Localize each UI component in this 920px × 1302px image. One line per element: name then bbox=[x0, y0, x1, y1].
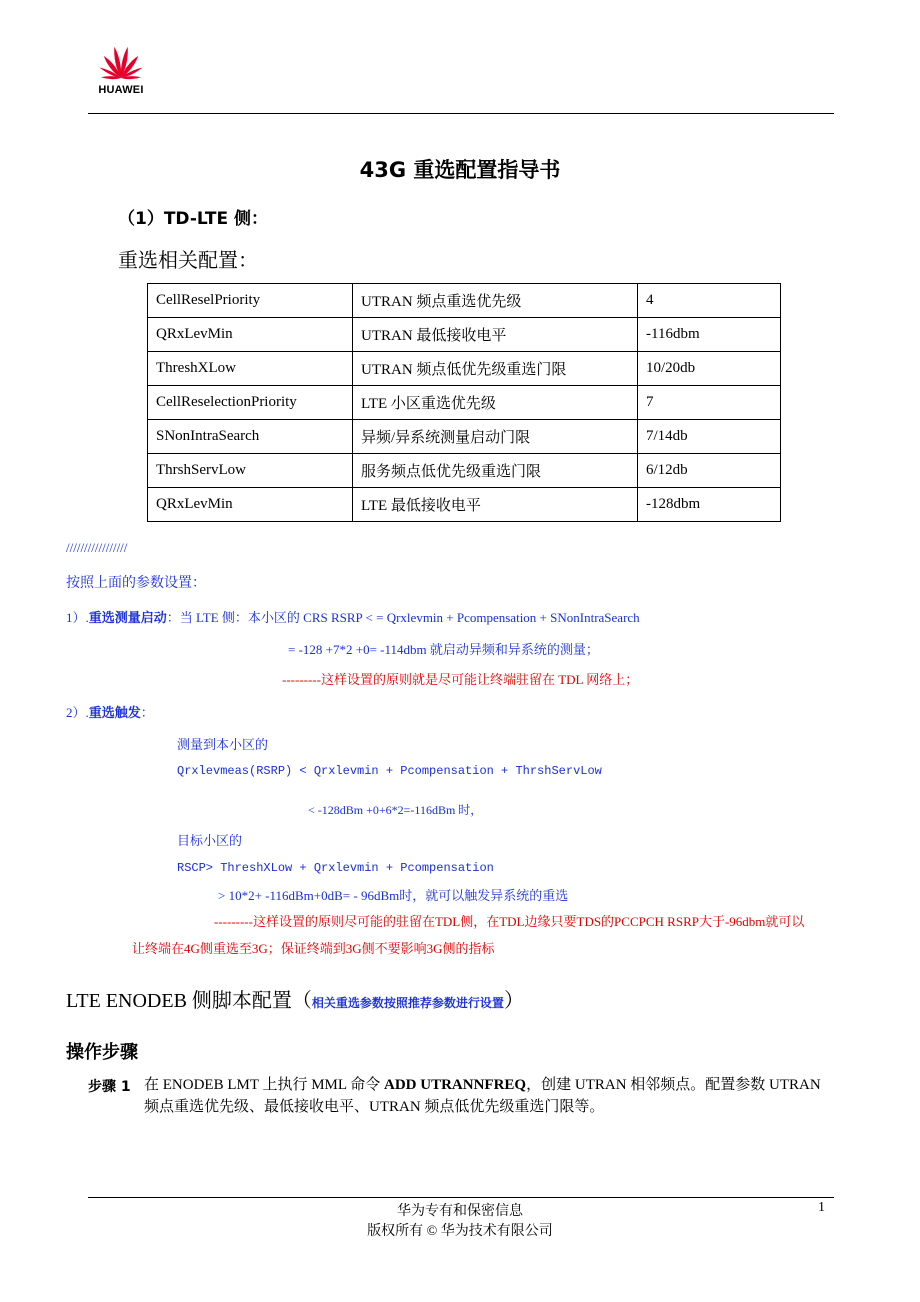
section-subheading: 重选相关配置： bbox=[118, 248, 258, 272]
table-row bbox=[148, 454, 781, 488]
step-label: 步骤 1 bbox=[88, 1079, 131, 1095]
table-row bbox=[148, 386, 781, 420]
lte-heading-close: ） bbox=[503, 990, 524, 1012]
para2-bold: 重选触发 bbox=[88, 706, 141, 721]
param-desc-cell: UTRAN 最低接收电平 bbox=[353, 318, 638, 352]
param-value-cell: -128dbm bbox=[638, 488, 781, 522]
param-value-cell: 4 bbox=[638, 284, 781, 318]
param-name-cell: CellReselPriority bbox=[148, 284, 353, 318]
header-rule bbox=[88, 113, 834, 114]
param-desc-cell: LTE 最低接收电平 bbox=[353, 488, 638, 522]
logo-text: HUAWEI bbox=[98, 84, 144, 96]
page-number: 1 bbox=[818, 1200, 825, 1215]
param-value-cell: 7 bbox=[638, 386, 781, 420]
param-name-cell: ThreshXLow bbox=[148, 352, 353, 386]
table-row bbox=[148, 488, 781, 522]
param-name-cell: ThrshServLow bbox=[148, 454, 353, 488]
param-name-cell: QRxLevMin bbox=[148, 488, 353, 522]
table-row bbox=[148, 352, 781, 386]
para1-principle: ---------这样设置的原则就是尽可能让终端驻留在 TDL 网络上； bbox=[282, 672, 639, 687]
notes-intro: 按照上面的参数设置： bbox=[66, 576, 206, 591]
param-name-cell: QRxLevMin bbox=[148, 318, 353, 352]
table-row bbox=[148, 318, 781, 352]
ops-heading: 操作步骤 bbox=[66, 1042, 138, 1063]
para2-colon: ： bbox=[140, 705, 154, 720]
lte-section-heading bbox=[66, 984, 524, 1013]
para2-b: Qrxlevmeas(RSRP) < Qrxlevmin + Pcompensation + ThrshServLow bbox=[177, 764, 602, 778]
para2-num: 2）. bbox=[66, 705, 89, 720]
para1-text: ：当 LTE 侧：本小区的 CRS RSRP < = Qrxlevmin + Pcompensation + SNonIntraSearch bbox=[166, 610, 640, 625]
param-desc-cell: UTRAN 频点低优先级重选门限 bbox=[353, 352, 638, 386]
para2-f: > 10*2+ -116dBm+0dB= - 96dBm时，就可以触发异系统的重选 bbox=[218, 888, 569, 903]
step-text bbox=[144, 1074, 834, 1118]
section-heading: （1）TD-LTE 侧： bbox=[118, 209, 269, 229]
para1-line bbox=[66, 607, 640, 626]
table-row bbox=[148, 284, 781, 318]
para2-a: 测量到本小区的 bbox=[177, 737, 269, 752]
step-post: ，创建 UTRAN 相邻频点。配置参数 UTRAN 频点重选优先级、最低接收电平、UTRAN 频点低优先级重选门限等。 bbox=[144, 1077, 821, 1115]
param-desc-cell: 异频/异系统测量启动门限 bbox=[353, 420, 638, 454]
para2-line bbox=[66, 702, 154, 721]
para1-equation: = -128 +7*2 +0= -114dbm 就启动异频和异系统的测量； bbox=[288, 642, 599, 657]
param-desc-cell: LTE 小区重选优先级 bbox=[353, 386, 638, 420]
footer-confidential: 华为专有和保密信息 bbox=[397, 1204, 523, 1219]
param-value-cell: 7/14db bbox=[638, 420, 781, 454]
lte-heading-text: LTE ENODEB 侧脚本配置（ bbox=[66, 990, 312, 1012]
separator-slashes: ///////////////// bbox=[66, 540, 128, 555]
param-value-cell: 10/20db bbox=[638, 352, 781, 386]
params-table bbox=[147, 283, 781, 522]
para2-c: < -128dBm +0+6*2=-116dBm 时， bbox=[308, 803, 483, 817]
param-desc-cell: UTRAN 频点重选优先级 bbox=[353, 284, 638, 318]
table-row bbox=[148, 420, 781, 454]
para1-num: 1）. bbox=[66, 610, 89, 625]
param-name-cell: CellReselectionPriority bbox=[148, 386, 353, 420]
step-command: ADD UTRANNFREQ bbox=[384, 1077, 527, 1093]
lte-heading-note: 相关重选参数按照推荐参数进行设置 bbox=[311, 996, 504, 1010]
param-name-cell: SNonIntraSearch bbox=[148, 420, 353, 454]
step-pre: 在 ENODEB LMT 上执行 MML 命令 bbox=[144, 1077, 385, 1093]
para2-red2: 让终端在4G侧重选至3G；保证终端到3G侧不要影响3G侧的指标 bbox=[132, 941, 495, 956]
para2-e: RSCP> ThreshXLow + Qrxlevmin + Pcompensation bbox=[177, 861, 494, 875]
para1-bold: 重选测量启动 bbox=[88, 611, 167, 626]
footer-copyright: 版权所有 © 华为技术有限公司 bbox=[367, 1224, 553, 1239]
para2-d: 目标小区的 bbox=[177, 833, 243, 848]
page-title: 43G 重选配置指导书 bbox=[359, 158, 561, 182]
footer-rule bbox=[88, 1197, 834, 1198]
param-value-cell: -116dbm bbox=[638, 318, 781, 352]
para2-red1: ---------这样设置的原则尽可能的驻留在TDL侧，在TDL边缘只要TDS的PCCPCH RSRP大于-96dbm就可以 bbox=[214, 914, 805, 929]
param-desc-cell: 服务频点低优先级重选门限 bbox=[353, 454, 638, 488]
param-value-cell: 6/12db bbox=[638, 454, 781, 488]
